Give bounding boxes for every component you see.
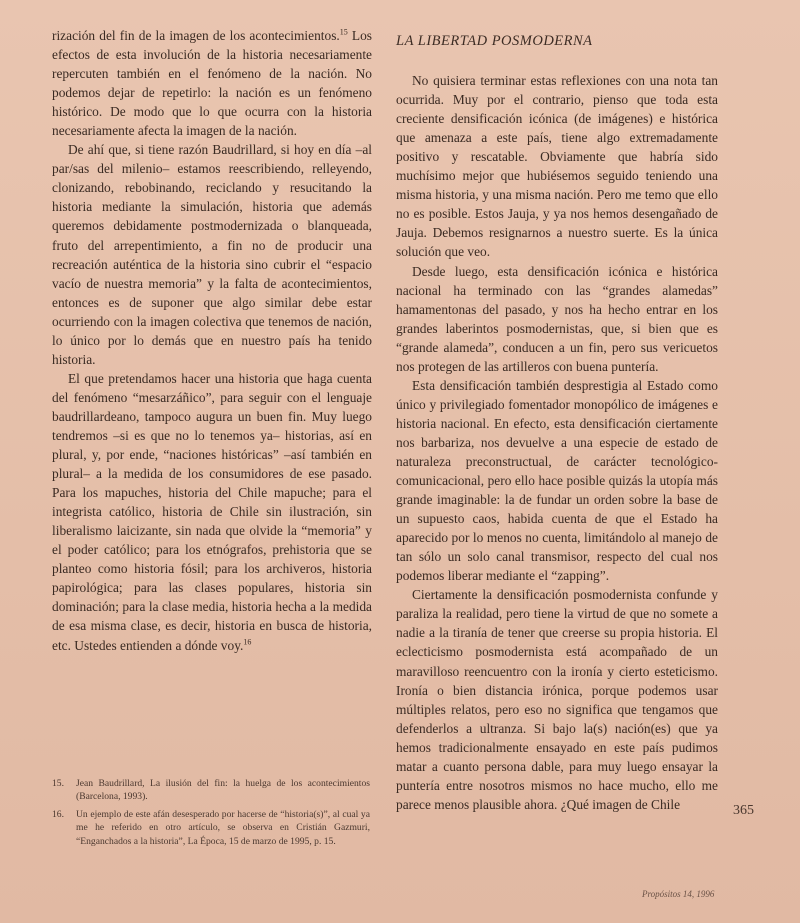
paragraph-text: Esta densificación también desprestigia al Estado como único y privilegiado fomentador monopólico de imágenes e historia nacional. En efecto, esta densificación ciertamente nos barbariza, nos devuelve a una especie de estado de naturaleza preconstructual, de carácter tecnológico-comunicacional, pero ello hace posible quizás la utopía más grande imaginable: la de fundar un orden sobre la base de un supuesto caos, habida cuenta de que el Estado ha aparecido por lo menos no cuenta, limitándolo al manejo de tan sólo un solo canal transmisor, respecto del cual nos podemos liberar mediante el “zapping”. xyxy=(396,377,718,584)
paragraph-text: Ciertamente la densificación posmodernista confunde y paraliza la realidad, pero tiene la virtud de que no somete a nadie a la tiranía de tener que creerse su propia historia. El eclecticismo posmodernista está acompañado de un maravilloso reencuentro con la ironía y cierto esteticismo. Ironía o bien distancia irónica, porque podemos usar múltiples relatos, pero eso no significa que tengamos que defenderlos a ultranza. Si bajo la(s) nación(es) que ya hemos tradicionalmente ensayado en este país pudimos matar a cuanto persona dable, para muy luego ensayar la puntería entre nosotros mismos no hace mucho, ello me parece menos plausible ahora. ¿Qué imagen de Chile xyxy=(396,587,718,812)
paragraph xyxy=(396,585,718,814)
footnote xyxy=(52,777,370,804)
paragraph-text: De ahí que, si tiene razón Baudrillard, si hoy en día –al par/sas del milenio– estamos reescribiendo, relleyendo, clonizando, rebobinando, reciclando y resucitando la historia mediante la simulación, historia que además queremos debidamente postmodernizada o blanqueada, fruto del arrepentimiento, a fin no de producir una recreación auténtica de la historia sino cubrir el “espacio vacío de nuestra memoria” y la falta de acontecimientos, entonces es de suponer que algo similar debe estar ocurriendo con la imagen colectiva que tenemos de nación, lo único por lo demás que en nuestro país ha tenido historia. xyxy=(52,142,372,367)
paragraph xyxy=(52,369,372,655)
footnotes xyxy=(52,777,370,852)
right-column xyxy=(396,26,718,814)
footnote-number: 16. xyxy=(52,808,64,820)
section-title: LA LIBERTAD POSMODERNA xyxy=(396,33,593,49)
paragraph xyxy=(396,71,718,261)
footnote-text: Jean Baudrillard, La ilusión del fin: la huelga de los acontecimientos (Barcelona, 1993). xyxy=(76,778,370,803)
paragraph xyxy=(396,376,718,586)
paragraph-text: rización del fin de la imagen de los acontecimientos. xyxy=(52,28,340,43)
page-number: 365 xyxy=(733,803,754,818)
footnote-number: 15. xyxy=(52,778,64,789)
paragraph-text: Desde luego, esta densificación icónica e histórica nacional ha terminado con las “grandes alamedas” hamamentonas del pasado, y nos ha hecho entrar en los grandes laberintos posmodernistas, que, si bien que es “grande alameda”, conducen a un fin, pero sus vericuetos nos protegen de las artilleros con buena puntería. xyxy=(396,263,718,374)
running-footer: Propósitos 14, 1996 xyxy=(642,889,715,899)
paragraph-text: El que pretendamos hacer una historia que haga cuenta del fenómeno “mesarzáñico”, para seguir con el lenguaje baudrillardeano, tampoco augura un buen fin. Muy luego tendremos –si es que no lo tenemos ya– historias, así en plural, y, por ende, “naciones históricas” –así también en plural– a la medida de los consumidores de ese pasado. Para los mapuches, historia del Chile mapuche; para el integrista católico, historia de Chile sin ilustración, sin liberalismo laicizante, sin nada que olvide la “memoria” y el poder católico; para los etnógrafos, prehistoria que se planteo como historia fósil; para los archiveros, historia papirológica; para las clases populares, historia sin dominación; para la clase media, historia hecha a la medida de esa misma clase, es decir, historia en busca de historia, etc. Ustedes entienden a dónde voy. xyxy=(52,370,372,653)
footnote-ref: 16 xyxy=(243,637,252,647)
footnote-text: Un ejemplo de este afán desesperado por hacerse de “historia(s)”, al cual ya me he referido en otro artículo, se observa en Cristián Gazmuri, “Enganchados a la historia”, La Época, 15 de marzo de 1995, p. 15. xyxy=(76,808,370,847)
paragraph-text: Los efectos de esta involución de la historia necesariamente repercuten también en el fenómeno de la nación. No podemos dejar de repetirlo: la nación es un fenómeno histórico. De modo que lo que ocurra con la historia necesariamente afecta la imagen de la nación. xyxy=(52,28,372,139)
paragraph xyxy=(52,26,372,140)
paragraph xyxy=(396,262,718,376)
paragraph-text: No quisiera terminar estas reflexiones con una nota tan ocurrida. Muy por el contrario, pienso que toda esta creciente densificación icónica (de imágenes) e histórica que amenaza a este país, tiene algo extremadamente positivo y rescatable. Obviamente que habría sido muchísimo mejor que hubiésemos seguido teniendo una misma historia, y una misma nación. Pero me temo que ello no es posible. Estos Jauja, y ya nos hemos desengañado de Jauja. Debemos resignarnos a nuestro suerte. Es la única solución que veo. xyxy=(396,73,718,260)
left-column xyxy=(52,26,372,655)
paragraph xyxy=(52,140,372,369)
footnote xyxy=(52,808,370,848)
footnote-ref: 15 xyxy=(339,27,348,37)
